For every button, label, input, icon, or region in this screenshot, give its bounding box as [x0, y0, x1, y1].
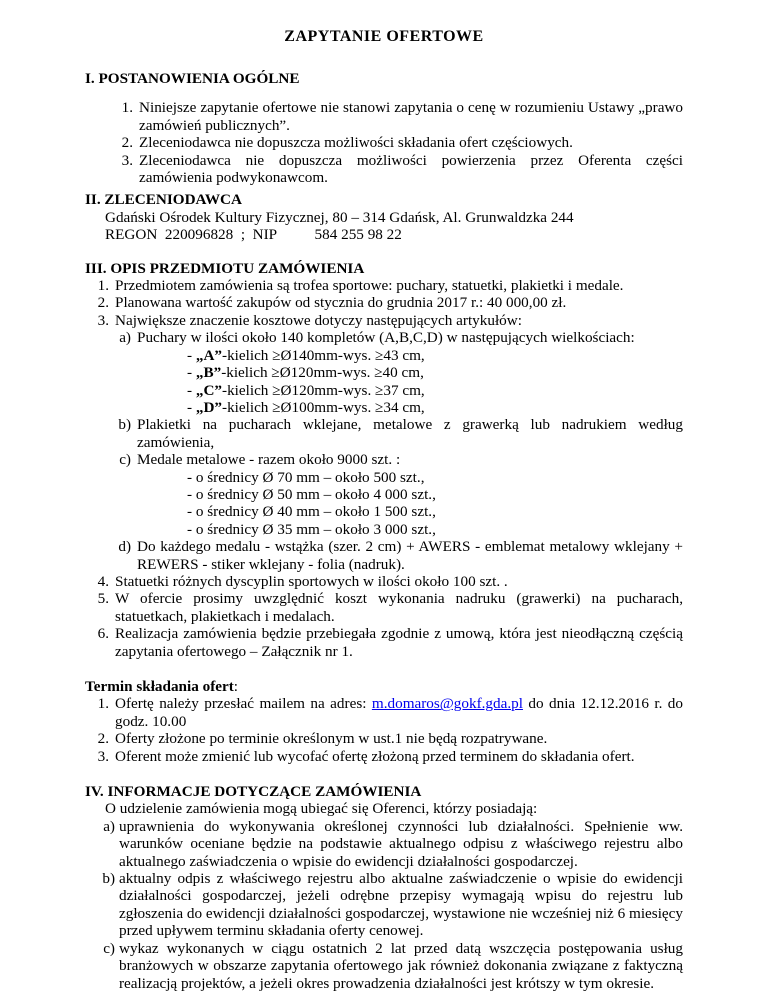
list-item: 3. Oferent może zmienić lub wycofać ofertę złożoną przed terminem do składania ofert.: [97, 747, 635, 765]
list-item: b) aktualny odpis z właściwego rejestru albo aktualne zaświadczenie o wpisie do ewidencji działalności gospodarczej, jeżeli odrębne przepisy wymagają wpisu do rejestru lub zgłoszenia do ewidencji działalności gospodarczej, wystawione nie wcześniej niż 6 miesięcy przed upływem terminu składania oferty cenowej.: [102, 870, 683, 940]
section-2-heading: II. ZLECENIODAWCA: [85, 191, 242, 209]
cup-size-a: - „A”-kielich ≥Ø140mm-wys. ≥43 cm,: [187, 346, 425, 364]
list-item: 2. Planowana wartość zakupów od stycznia do grudnia 2017 r.: 40 000,00 zł.: [97, 294, 567, 312]
cup-size-d: - „D”-kielich ≥Ø100mm-wys. ≥34 cm,: [187, 398, 425, 416]
list-item: d) Do każdego medalu - wstążka (szer. 2 cm) + AWERS - emblemat metalowy wklejany + REWERS - stiker wklejany - folia (nadruk).: [118, 538, 683, 573]
section-4-heading: IV. INFORMACJE DOTYCZĄCE ZAMÓWIENIA: [85, 783, 422, 801]
list-item: 2. Zleceniodawca nie dopuszcza możliwości składania ofert częściowych.: [121, 134, 573, 152]
list-item: a) uprawnienia do wykonywania określonej czynności lub działalności. Spełnienie ww. warunków oceniane będzie na podstawie aktualnego odpisu z właściwego rejestru albo aktualnego zaświadczenia o wpisie do ewidencji działalności gospodarczej.: [103, 817, 683, 870]
list-item: 1. Przedmiotem zamówienia są trofea sportowe: puchary, statuetki, plakietki i medale.: [97, 277, 624, 295]
list-item: 3. Zleceniodawca nie dopuszcza możliwości powierzenia przez Oferenta części zamówienia podwykonawcom.: [121, 151, 683, 187]
section-1-heading: I. POSTANOWIENIA OGÓLNE: [85, 70, 300, 87]
list-item: a) Puchary w ilości około 140 kompletów (A,B,C,D) w następujących wielkościach:: [119, 329, 635, 347]
list-item: 1. Ofertę należy przesłać mailem na adres: m.domaros@gokf.gda.pl do dnia 12.12.2016 r. do godz. 10.00: [97, 695, 683, 730]
document-title: ZAPYTANIE OFERTOWE: [284, 28, 484, 42]
list-item: 6. Realizacja zamówienia będzie przebiegała zgodnie z umową, która jest nieodłączną częścią zapytania ofertowego – Załącznik nr 1.: [97, 625, 683, 660]
list-item: 4. Statuetki różnych dyscyplin sportowych w ilości około 100 szt. .: [97, 572, 508, 590]
client-ids: REGON 220096828 ; NIP 584 255 98 22: [105, 226, 402, 244]
section-4-intro: O udzielenie zamówienia mogą ubiegać się Oferenci, którzy posiadają:: [105, 800, 538, 818]
client-address: Gdański Ośrodek Kultury Fizycznej, 80 – 314 Gdańsk, Al. Grunwaldzka 244: [105, 208, 574, 226]
list-item: 5. W ofercie prosimy uwzględnić koszt wykonania nadruku (grawerki) na pucharach, statuetkach, plakietkach i medalach.: [97, 590, 683, 625]
medal-size: - o średnicy Ø 35 mm – około 3 000 szt.,: [187, 520, 436, 538]
list-item: b) Plakietki na pucharach wklejane, metalowe z grawerką lub nadrukiem według zamówienia,: [118, 416, 683, 451]
cup-size-b: - „B”-kielich ≥Ø120mm-wys. ≥40 cm,: [187, 364, 424, 382]
list-item: c) wykaz wykonanych w ciągu ostatnich 2 lat przed datą wszczęcia postępowania usług branżowych w obszarze zapytania ofertowego jak również dokonania związane z faktyczną realizacją projektów, a jeżeli okres prowadzenia działalności jest krótszy w tym okresie.: [103, 939, 683, 992]
list-item: 1. Niniejsze zapytanie ofertowe nie stanowi zapytania o cenę w rozumieniu Ustawy „prawo zamówień publicznych”.: [121, 99, 683, 134]
section-3-heading: III. OPIS PRZEDMIOTU ZAMÓWIENIA: [85, 259, 365, 277]
email-link[interactable]: m.domaros@gokf.gda.pl: [371, 695, 523, 713]
list-item: 2. Oferty złożone po terminie określonym w ust.1 nie będą rozpatrywane.: [97, 730, 548, 748]
list-item: c) Medale metalowe - razem około 9000 szt. :: [119, 451, 401, 469]
list-item: 3. Największe znaczenie kosztowe dotyczy następujących artykułów:: [97, 311, 522, 329]
medal-size: - o średnicy Ø 50 mm – około 4 000 szt.,: [187, 485, 436, 503]
cup-size-c: - „C”-kielich ≥Ø120mm-wys. ≥37 cm,: [187, 381, 425, 399]
medal-size: - o średnicy Ø 40 mm – około 1 500 szt.,: [187, 503, 436, 521]
deadline-heading: Termin składania ofert:: [85, 678, 239, 695]
medal-size: - o średnicy Ø 70 mm – około 500 szt.,: [187, 468, 425, 486]
